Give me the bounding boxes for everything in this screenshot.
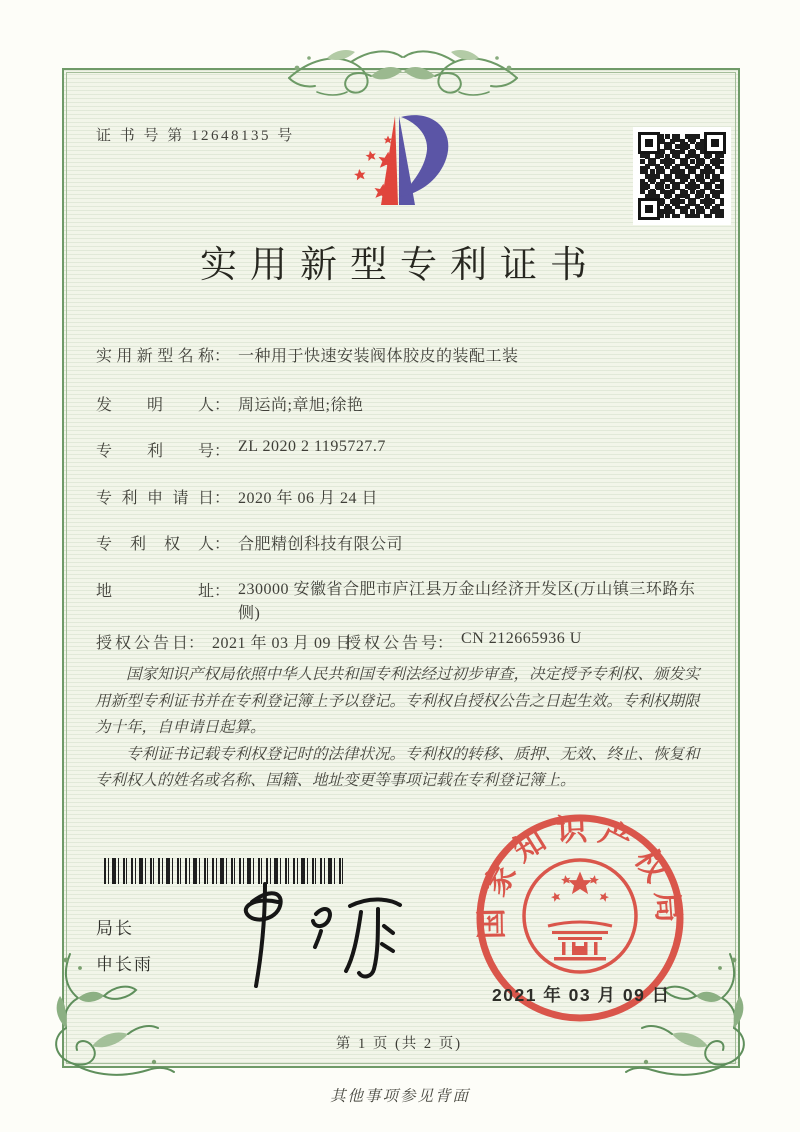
- field-row-patentee: [96, 531, 403, 554]
- field-label: 发明人: [96, 397, 214, 414]
- qr-finder-top-right: [704, 132, 726, 154]
- back-note: 其他事项参见背面: [329, 1088, 470, 1105]
- field-label: 专利号: [96, 443, 214, 460]
- colon: ：: [214, 583, 231, 600]
- field-row-patent-number: [96, 438, 386, 461]
- colon: ：: [214, 443, 231, 460]
- field-value: 2020 年 06 月 24 日: [238, 490, 379, 507]
- top-ornament-right: [404, 50, 517, 95]
- grant-number-value: CN 212665936 U: [461, 630, 582, 647]
- field-value: 合肥精创科技有限公司: [238, 536, 404, 553]
- seal-text: 国家知识产权局: [473, 811, 688, 940]
- signature-icon: [212, 874, 420, 996]
- grant-date-value: 2021 年 03 月 09 日: [212, 635, 353, 652]
- field-label: 授权公告日: [96, 635, 188, 652]
- page-number: 第 1 页 (共 2 页): [335, 1036, 463, 1052]
- field-label: 授权公告号: [345, 635, 437, 652]
- legal-text-block: [95, 662, 709, 795]
- colon: ：: [214, 490, 231, 507]
- signer-title: 局长: [96, 919, 134, 938]
- field-row-filing-date: [96, 485, 378, 508]
- legal-paragraph-2: 专利证书记载专利权登记时的法律状况。专利权的转移、质押、无效、终止、恢复和专利权人的姓名或名称、国籍、地址变更等事项记载在专利登记簿上。: [95, 745, 700, 789]
- colon: ：: [214, 348, 231, 365]
- colon: ：: [214, 397, 231, 414]
- field-row-address: [96, 578, 716, 626]
- qr-finder-top-left: [638, 132, 660, 154]
- qr-finder-bottom-left: [638, 198, 660, 220]
- signer-name: 申长雨: [96, 955, 153, 974]
- certificate-number: 证 书 号 第 12648135 号: [96, 128, 295, 144]
- field-label: 专利权人: [96, 536, 214, 553]
- field-label: 地址: [96, 583, 214, 600]
- field-value: 一种用于快速安装阀体胶皮的装配工装: [238, 348, 519, 365]
- field-value: ZL 2020 2 1195727.7: [238, 438, 386, 455]
- cnipa-logo-icon: [338, 104, 464, 218]
- qr-code-icon: [633, 127, 731, 225]
- field-label: 实用新型名称: [96, 348, 214, 365]
- field-label: 专利申请日: [96, 490, 214, 507]
- field-row-inventor: [96, 392, 363, 415]
- field-row-grant: [96, 630, 582, 653]
- field-value: 230000 安徽省合肥市庐江县万金山经济开发区(万山镇三环路东侧): [238, 581, 696, 622]
- field-row-name: [96, 343, 519, 366]
- colon: ：: [214, 536, 231, 553]
- top-ornament-left: [289, 50, 402, 95]
- colon: ：: [437, 635, 454, 652]
- colon: ：: [188, 635, 205, 652]
- legal-paragraph-1: 国家知识产权局依照中华人民共和国专利法经过初步审查，决定授予专利权、颁发实用新型专利证书并在专利登记簿上予以登记。专利权自授权公告之日起生效。专利权期限为十年，自申请日起算。: [95, 666, 700, 736]
- field-value: 周运尚;章旭;徐艳: [238, 397, 364, 414]
- seal-date: 2021 年 03 月 09 日: [492, 985, 671, 1005]
- certificate-title: 实用新型专利证书: [200, 245, 600, 286]
